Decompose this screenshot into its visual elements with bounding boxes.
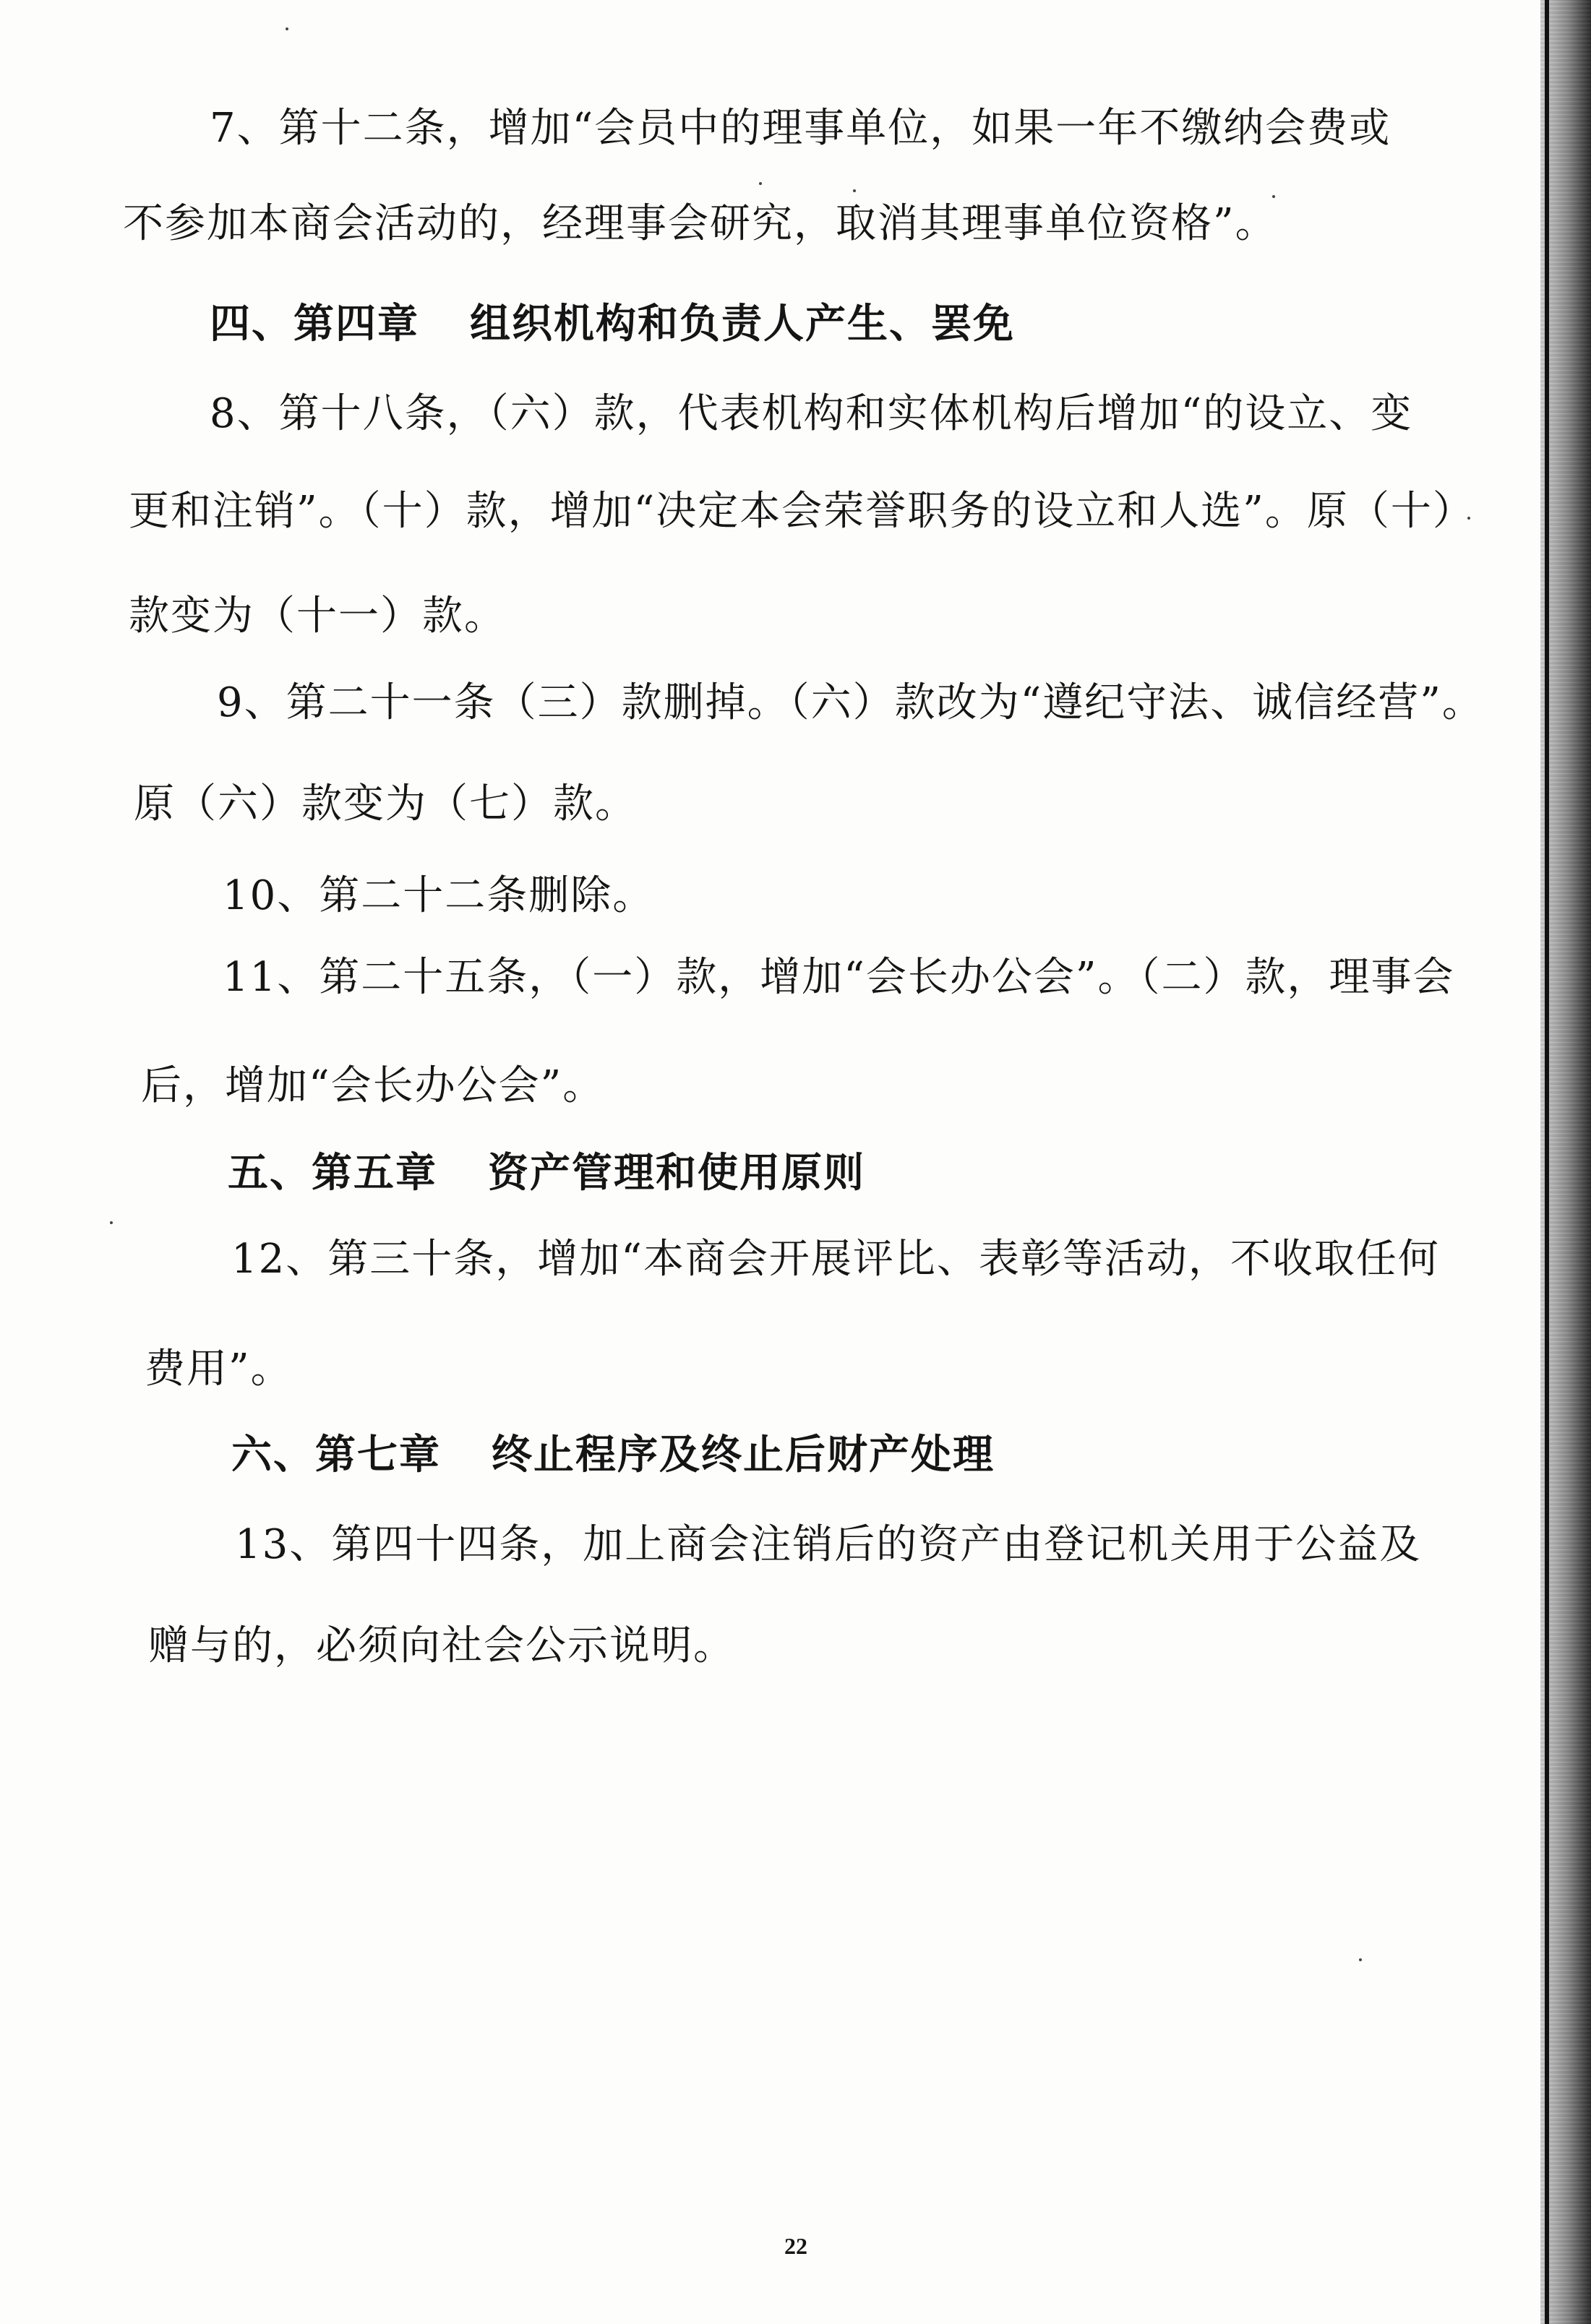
scan-speck [286, 27, 288, 30]
paragraph-line: 7、第十二条，增加“会员中的理事单位，如果一年不缴纳会费或 [210, 105, 1391, 152]
heading-number: 五、第五章 [228, 1149, 437, 1197]
heading-title: 资产管理和使用原则 [488, 1149, 865, 1197]
scan-speck [853, 189, 856, 192]
paragraph-line: 13、第四十四条，加上商会注销后的资产由登记机关用于公益及 [235, 1521, 1422, 1568]
heading-title: 终止程序及终止后财产处理 [492, 1431, 995, 1479]
paragraph-line: 款变为（十一）款。 [129, 593, 506, 640]
scan-speck [1272, 195, 1275, 198]
scan-speck [759, 182, 762, 185]
paragraph-line: 原（六）款变为（七）款。 [134, 780, 637, 827]
heading-title: 组织机构和负责人产生、罢免 [470, 300, 1015, 348]
scan-speck [1359, 1958, 1362, 1961]
binding-line [1545, 0, 1549, 2324]
paragraph-line: 更和注销”。（十）款，增加“决定本会荣誉职务的设立和人选”。原（十） [129, 488, 1475, 535]
section-heading [231, 1431, 995, 1479]
scan-speck [110, 1221, 113, 1224]
section-heading [210, 300, 1015, 348]
paragraph-line: 费用”。 [145, 1346, 293, 1393]
section-heading [228, 1149, 865, 1197]
paragraph-line: 10、第二十二条删除。 [223, 872, 655, 919]
paragraph-line: 11、第二十五条，（一）款，增加“会长办公会”。（二）款，理事会 [223, 954, 1455, 1001]
page-number: 22 [784, 2233, 807, 2259]
paragraph-line: 不参加本商会活动的，经理事会研究，取消其理事单位资格”。 [123, 200, 1277, 247]
paragraph-line: 9、第二十一条（三）款删掉。（六）款改为“遵纪守法、诚信经营”。 [217, 679, 1484, 726]
paragraph-line: 后，增加“会长办公会”。 [141, 1062, 605, 1109]
paragraph-line: 12、第三十条，增加“本商会开展评比、表彰等活动，不收取任何 [231, 1236, 1440, 1283]
paragraph-line: 赠与的，必须向社会公示说明。 [148, 1622, 735, 1669]
heading-number: 四、第四章 [210, 300, 419, 348]
paragraph-line: 8、第十八条，（六）款，代表机构和实体机构后增加“的设立、变 [210, 390, 1413, 437]
heading-number: 六、第七章 [231, 1431, 441, 1479]
